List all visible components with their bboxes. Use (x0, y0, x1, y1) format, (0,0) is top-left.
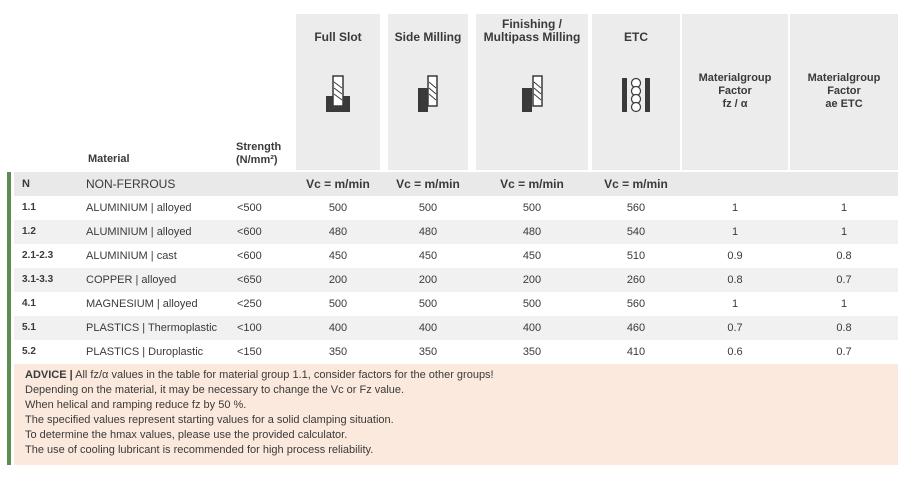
cell-strength: <250 (237, 298, 262, 310)
cell-side: 200 (418, 274, 438, 286)
header-strength: Strength (N/mm²) (236, 141, 282, 166)
header-finishing (476, 14, 588, 170)
cell-fz: 0.9 (727, 250, 743, 262)
cell-fz: 0.7 (727, 322, 743, 334)
cell-code: 1.2 (22, 226, 36, 237)
cell-fz: 1 (731, 202, 739, 214)
header-full-slot-label: Full Slot (314, 30, 362, 44)
cell-fz: 0.6 (727, 346, 743, 358)
cell-material: COPPER | alloyed (86, 274, 177, 286)
cell-finish: 500 (522, 298, 542, 310)
cell-strength: <650 (237, 274, 262, 286)
cell-finish: 450 (522, 250, 542, 262)
cell-side: 350 (418, 346, 438, 358)
cell-strength: <500 (237, 202, 262, 214)
cell-code: 5.2 (22, 346, 36, 357)
cell-finish: 500 (522, 202, 542, 214)
cell-ae: 1 (840, 226, 848, 238)
cell-etc: 460 (626, 322, 646, 334)
cell-full-slot: 500 (328, 202, 348, 214)
advice-box (14, 364, 898, 465)
cell-ae: 0.7 (836, 346, 852, 358)
cell-ae: 1 (840, 298, 848, 310)
table-row (14, 316, 898, 340)
group-accent-bar (7, 172, 11, 465)
cell-etc: 560 (626, 298, 646, 310)
cell-side: 450 (418, 250, 438, 262)
cell-side: 400 (418, 322, 438, 334)
cell-full-slot: 350 (328, 346, 348, 358)
side-milling-icon (408, 74, 448, 114)
header-etc-label: ETC (624, 30, 648, 44)
cell-ae: 1 (840, 202, 848, 214)
cell-full-slot: 480 (328, 226, 348, 238)
cell-finish: 400 (522, 322, 542, 334)
cell-etc: 560 (626, 202, 646, 214)
cell-etc: 510 (626, 250, 646, 262)
etc-icon (616, 74, 656, 114)
cell-ae: 0.8 (836, 322, 852, 334)
cell-strength: <150 (237, 346, 262, 358)
group-row (14, 172, 898, 196)
cell-side: 500 (418, 298, 438, 310)
cell-material: ALUMINIUM | cast (86, 250, 177, 262)
vc-label-side-milling: Vc = m/min (396, 177, 460, 191)
cell-material: ALUMINIUM | alloyed (86, 226, 192, 238)
advice-heading: ADVICE | (25, 369, 73, 381)
table-row (14, 220, 898, 244)
group-name: NON-FERROUS (86, 177, 176, 191)
vc-label-etc: Vc = m/min (604, 177, 668, 191)
advice-first-text: All fz/α values in the table for material group 1.1, consider factors for the other groups! (72, 369, 494, 381)
header-factor-ae (790, 14, 898, 170)
cell-finish: 200 (522, 274, 542, 286)
cell-full-slot: 200 (328, 274, 348, 286)
cell-side: 500 (418, 202, 438, 214)
advice-first-line (25, 368, 494, 382)
cell-code: 4.1 (22, 298, 36, 309)
cell-code: 2.1-2.3 (22, 250, 54, 261)
advice-line: The specified values represent starting values for a solid clamping situation. (25, 414, 394, 426)
cell-material: PLASTICS | Duroplastic (86, 346, 204, 358)
table-row (14, 244, 898, 268)
full-slot-icon (318, 74, 358, 114)
cell-ae: 0.8 (836, 250, 852, 262)
cell-etc: 260 (626, 274, 646, 286)
table-row (14, 268, 898, 292)
cell-code: 1.1 (22, 202, 36, 213)
cell-full-slot: 400 (328, 322, 348, 334)
cell-etc: 540 (626, 226, 646, 238)
cell-full-slot: 500 (328, 298, 348, 310)
header-material: Material (88, 153, 130, 165)
header-factor-ae-label: Materialgroup Factor ae ETC (807, 72, 881, 110)
cell-fz: 0.8 (727, 274, 743, 286)
header-factor-fz (682, 14, 788, 170)
header-finishing-label-text: Finishing / Multipass Milling (483, 17, 581, 44)
cell-code: 3.1-3.3 (22, 274, 54, 285)
cell-side: 480 (418, 226, 438, 238)
table-row (14, 292, 898, 316)
cell-material: MAGNESIUM | alloyed (86, 298, 198, 310)
header-full-slot (296, 14, 380, 170)
cell-fz: 1 (731, 298, 739, 310)
header-side-milling-label: Side Milling (394, 30, 462, 44)
cell-ae: 0.7 (836, 274, 852, 286)
cell-etc: 410 (626, 346, 646, 358)
cell-code: 5.1 (22, 322, 36, 333)
cell-material: PLASTICS | Thermoplastic (86, 322, 218, 334)
advice-line: When helical and ramping reduce fz by 50 %. (25, 399, 247, 411)
cell-fz: 1 (731, 226, 739, 238)
advice-line: Depending on the material, it may be necessary to change the Vc or Fz value. (25, 384, 405, 396)
cell-material: ALUMINIUM | alloyed (86, 202, 192, 214)
vc-label-finishing: Vc = m/min (500, 177, 564, 191)
advice-line: To determine the hmax values, please use the provided calculator. (25, 429, 348, 441)
cell-strength: <100 (237, 322, 262, 334)
header-side-milling (388, 14, 468, 170)
header-etc (592, 14, 680, 170)
header-finishing-label (476, 18, 588, 44)
header-factor-fz-label: Materialgroup Factor fz / α (698, 72, 772, 110)
table-row (14, 340, 898, 364)
table-row (14, 196, 898, 220)
group-code: N (22, 178, 30, 190)
cell-strength: <600 (237, 250, 262, 262)
cell-finish: 480 (522, 226, 542, 238)
finishing-icon (512, 74, 552, 114)
cell-strength: <600 (237, 226, 262, 238)
cell-finish: 350 (522, 346, 542, 358)
cell-full-slot: 450 (328, 250, 348, 262)
vc-label-full-slot: Vc = m/min (306, 177, 370, 191)
advice-line: The use of cooling lubricant is recommended for high process reliability. (25, 444, 374, 456)
